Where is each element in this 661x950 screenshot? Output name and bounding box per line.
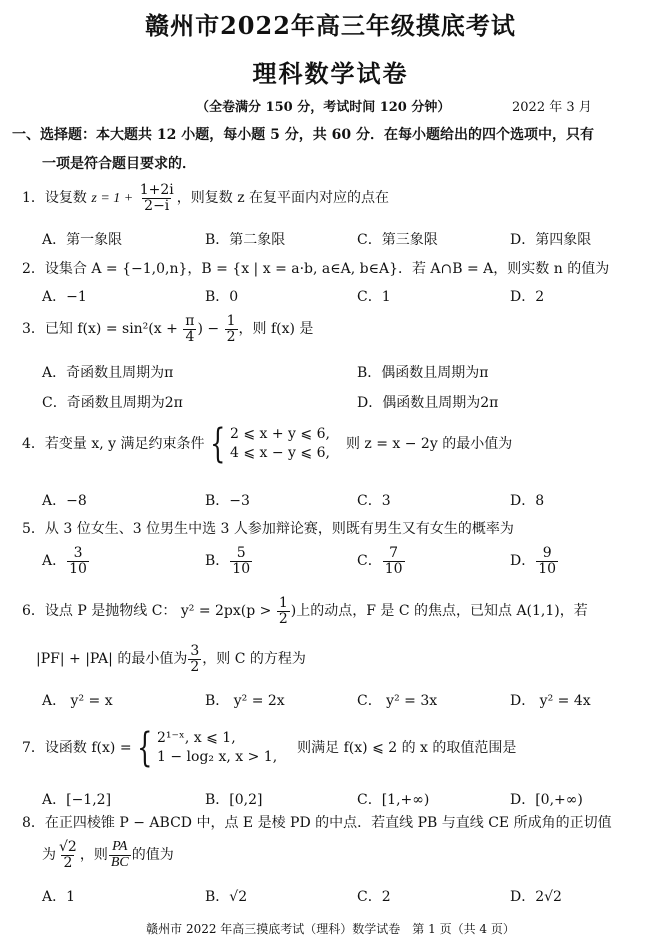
question-1 bbox=[22, 183, 389, 213]
exam-subtitle: 理科数学试卷 bbox=[252, 59, 409, 88]
q4-option-b: B．−3 bbox=[205, 493, 250, 509]
q3-f2-den: 2 bbox=[226, 328, 236, 345]
q2-text: 设集合 A = {−1,0,n}，B = {x | x = a·b, a∈A, b∈A}．若 A∩B = A，则实数 n 的值为 bbox=[44, 261, 610, 277]
q3-option-c: C．奇函数且周期为2π bbox=[42, 395, 183, 411]
frac-den: 2 bbox=[278, 610, 288, 627]
option-label: B． bbox=[205, 553, 230, 570]
q6-option-d: D． y² = 4x bbox=[510, 693, 591, 709]
q3-pre: 已知 f(x) = sin²(x + bbox=[44, 321, 183, 338]
q6-line2-pre: |PF| + |PA| 的最小值为 bbox=[36, 651, 188, 668]
q1-fraction bbox=[138, 183, 176, 213]
q3-f2-num: 1 bbox=[226, 313, 236, 329]
frac-den: 10 bbox=[69, 560, 87, 577]
frac-num: 5 bbox=[236, 545, 246, 561]
q8-fraction-2 bbox=[109, 840, 131, 870]
q5-option-c bbox=[357, 546, 406, 576]
q2-option-d: D．2 bbox=[510, 289, 545, 305]
q6-line2-fraction bbox=[188, 644, 201, 674]
q8-line2-mid: ，则 bbox=[79, 847, 108, 864]
frac-den: 10 bbox=[232, 560, 251, 577]
page-footer: 赣州市 2022 年高三摸底考试（理科）数学试卷 第 1 页（共 4 页） bbox=[146, 922, 515, 936]
q3-post: ，则 f(x) 是 bbox=[238, 321, 314, 338]
q4-option-a: A．−8 bbox=[42, 493, 87, 509]
q7-option-d: D．[0,+∞) bbox=[510, 792, 583, 808]
q7-post: 则满足 f(x) ⩽ 2 的 x 的取值范围是 bbox=[297, 740, 517, 756]
q6-option-c: C． y² = 3x bbox=[357, 693, 438, 709]
q5-option-a bbox=[42, 546, 90, 576]
question-8 bbox=[22, 816, 612, 830]
question-number: 5． bbox=[22, 521, 45, 537]
q6-post: )上的动点，F 是 C 的焦点，已知点 A(1,1)，若 bbox=[290, 603, 588, 620]
frac-num: 9 bbox=[542, 545, 552, 561]
q4-post: 则 z = x − 2y 的最小值为 bbox=[345, 436, 513, 452]
q5-c-fraction bbox=[383, 546, 405, 576]
question-number: 7． bbox=[22, 740, 45, 756]
q4-pre: 若变量 x, y 满足约束条件 bbox=[44, 436, 205, 452]
q7-case-1: 2¹⁻ˣ, x ⩽ 1, bbox=[157, 730, 236, 747]
question-2 bbox=[22, 262, 609, 276]
q5-d-fraction bbox=[536, 546, 558, 576]
frac-num: PA bbox=[112, 839, 128, 854]
exam-title: 赣州市2022年高三年级摸底考试 bbox=[145, 11, 516, 40]
q1-post: ，则复数 z 在复平面内对应的点在 bbox=[176, 190, 390, 207]
frac-num: 7 bbox=[389, 545, 399, 561]
question-4 bbox=[22, 421, 513, 467]
q8-option-d: D．2√2 bbox=[510, 889, 562, 905]
q1-option-c: C．第三象限 bbox=[357, 232, 438, 248]
q8-option-a: A．1 bbox=[42, 889, 76, 905]
question-number: 8． bbox=[22, 815, 45, 831]
q5-option-d bbox=[510, 546, 559, 576]
q1-option-b: B．第二象限 bbox=[205, 232, 286, 248]
q6-pre: 设点 P 是抛物线 C： y² = 2px(p > bbox=[44, 603, 276, 620]
exam-date: 2022 年 3 月 bbox=[512, 100, 592, 115]
q7-case-2: 1 − log₂ x, x > 1, bbox=[157, 749, 278, 765]
q8-text: 在正四棱锥 P − ABCD 中，点 E 是棱 PD 的中点．若直线 PB 与直线 CE 所成角的正切值 bbox=[44, 815, 612, 831]
option-label: A． bbox=[42, 553, 67, 570]
frac-den: 2 bbox=[190, 658, 200, 675]
q5-text: 从 3 位女生、3 位男生中选 3 人参加辩论赛，则既有男生又有女生的概率为 bbox=[44, 521, 514, 537]
q1-expr: z = 1 + bbox=[91, 191, 137, 207]
question-6 bbox=[22, 596, 588, 626]
q3-fraction-1 bbox=[183, 314, 196, 344]
q6-option-b: B． y² = 2x bbox=[205, 693, 285, 709]
question-3 bbox=[22, 314, 313, 344]
q4-option-c: C．3 bbox=[357, 493, 391, 509]
q3-option-a: A．奇函数且周期为π bbox=[42, 365, 174, 381]
left-brace-icon: { bbox=[209, 421, 225, 467]
q1-option-d: D．第四象限 bbox=[510, 232, 592, 248]
frac-num: 3 bbox=[190, 643, 200, 659]
question-7 bbox=[22, 725, 517, 771]
q4-option-d: D．8 bbox=[510, 493, 545, 509]
q8-line2-post: 的值为 bbox=[131, 847, 174, 864]
frac-den: 2 bbox=[63, 854, 73, 871]
q5-b-fraction bbox=[230, 546, 252, 576]
question-5 bbox=[22, 522, 514, 536]
q8-option-c: C．2 bbox=[357, 889, 391, 905]
q1-pre: 设复数 bbox=[44, 190, 92, 207]
question-number: 2． bbox=[22, 261, 45, 277]
frac-num: 3 bbox=[73, 545, 83, 561]
q4-constraint-2: 4 ⩽ x − y ⩽ 6, bbox=[229, 445, 330, 461]
option-label: D． bbox=[510, 553, 536, 570]
q3-option-d: D．偶函数且周期为2π bbox=[357, 395, 499, 411]
exam-info: （全卷满分 150 分，考试时间 120 分钟） bbox=[196, 100, 451, 115]
question-number: 6． bbox=[22, 603, 45, 620]
q4-constraints bbox=[230, 425, 330, 463]
q2-option-c: C．1 bbox=[357, 289, 391, 305]
question-number: 1． bbox=[22, 190, 45, 207]
q6-line2-post: ，则 C 的方程为 bbox=[202, 651, 306, 668]
frac-den: 10 bbox=[384, 560, 403, 577]
q5-a-fraction bbox=[67, 546, 89, 576]
frac-num: 1 bbox=[278, 595, 288, 611]
frac-num: √2 bbox=[59, 839, 77, 855]
q8-line2-pre: 为 bbox=[42, 847, 56, 864]
q3-fraction-2 bbox=[225, 314, 238, 344]
q3-mid: ) − bbox=[197, 321, 224, 338]
q7-option-a: A．[−1,2] bbox=[42, 792, 112, 808]
question-number: 3． bbox=[22, 321, 45, 338]
q2-option-b: B．0 bbox=[205, 289, 239, 305]
q4-constraint-1: 2 ⩽ x + y ⩽ 6, bbox=[229, 426, 330, 443]
option-label: C． bbox=[357, 553, 382, 570]
q8-option-b: B．√2 bbox=[205, 889, 248, 905]
left-brace-icon: { bbox=[136, 725, 152, 771]
question-6-cont bbox=[36, 644, 306, 674]
q8-fraction-1 bbox=[57, 840, 79, 870]
question-number: 4． bbox=[22, 436, 45, 452]
q7-option-b: B．[0,2] bbox=[205, 792, 263, 808]
q5-option-b bbox=[205, 546, 253, 576]
q6-option-a: A． y² = x bbox=[42, 693, 113, 709]
frac-den: 10 bbox=[538, 560, 557, 577]
question-8-cont bbox=[42, 840, 174, 870]
q3-f1-num: π bbox=[185, 313, 195, 329]
q1-frac-num: 1+2i bbox=[139, 182, 174, 198]
q3-option-b: B．偶函数且周期为π bbox=[357, 365, 489, 381]
q7-pre: 设函数 f(x) = bbox=[44, 740, 132, 756]
q1-option-a: A．第一象限 bbox=[42, 232, 123, 248]
q3-f1-den: 4 bbox=[185, 328, 195, 345]
q2-option-a: A．−1 bbox=[42, 289, 87, 305]
q1-frac-den: 2−i bbox=[144, 197, 170, 214]
q7-cases bbox=[157, 729, 277, 767]
q7-option-c: C．[1,+∞) bbox=[357, 792, 430, 808]
frac-den: BC bbox=[110, 854, 129, 870]
section-heading: 一、选择题：本大题共 12 小题，每小题 5 分，共 60 分．在每小题给出的四个选项中，只有 bbox=[12, 127, 594, 143]
q6-fraction bbox=[277, 596, 290, 626]
section-heading-cont: 一项是符合题目要求的． bbox=[42, 156, 196, 172]
